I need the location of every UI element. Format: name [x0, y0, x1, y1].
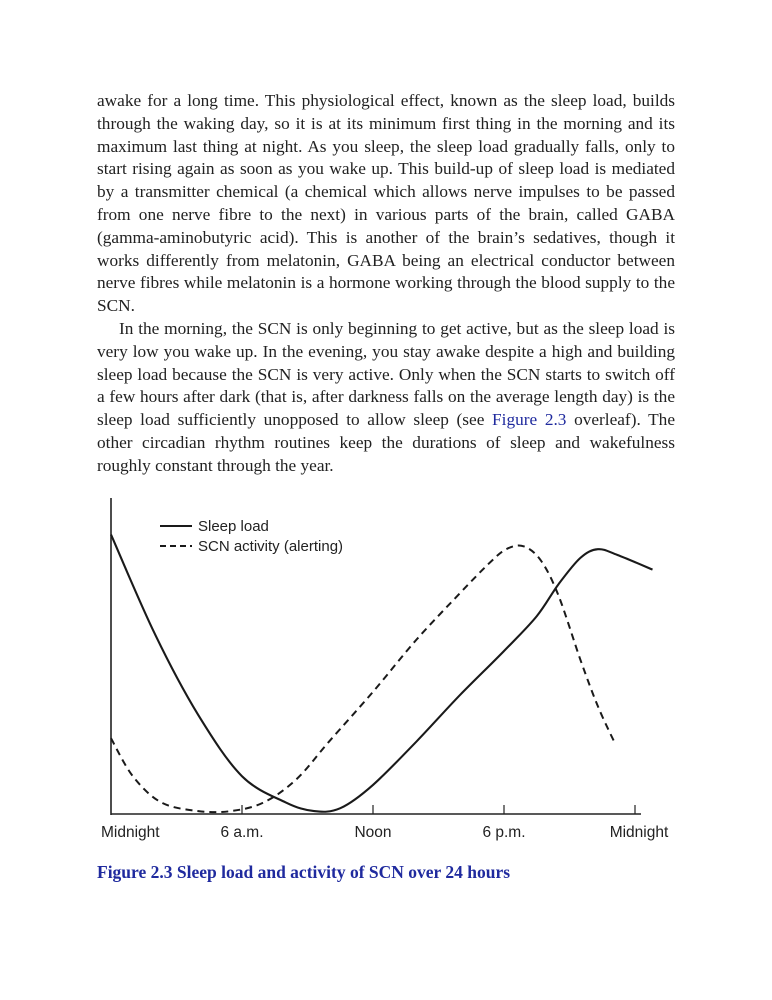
- scn-activity-line: [111, 545, 615, 812]
- x-tick-label: Noon: [354, 824, 392, 841]
- figure-caption: Figure 2.3 Sleep load and activity of SCN over 24 hours: [97, 862, 511, 882]
- paragraph-2-text-end: overleaf). The other circadian rhythm routines keep the durations of sleep and wakefulness roughly constant through the year.: [97, 410, 675, 475]
- chart-series: [111, 535, 653, 813]
- body-text: [97, 90, 675, 478]
- chart-legend: [160, 518, 343, 555]
- figure-2-3-link[interactable]: Figure 2.3: [492, 410, 567, 430]
- legend-label: Sleep load: [198, 518, 269, 535]
- paragraph-2: [97, 318, 675, 478]
- x-tick-label: 6 p.m.: [482, 824, 526, 841]
- sleep-load-line: [111, 535, 653, 812]
- x-tick-label: Midnight: [609, 824, 669, 841]
- paragraph-1: awake for a long time. This physiological effect, known as the sleep load, builds through the waking day, so it is at its minimum first thing in the morning and its maximum last thing at night. As you sleep, the sleep load gradually falls, only to start rising again as soon as you wake up. This build-up of sleep load is mediated by a transmitter chemical (a chemical which allows nerve impulses to be passed from one nerve fibre to the next) in various parts of the brain, called GABA (gamma-aminobutyric acid). This is another of the brain’s sedatives, though it works differently from melatonin, GABA being an electrical conductor between nerve fibres while melatonin is a hormone working through the blood supply to the SCN.: [97, 91, 675, 316]
- x-tick-label: Midnight: [101, 824, 160, 841]
- x-tick-label: 6 a.m.: [220, 824, 264, 841]
- sleep-load-chart: [0, 490, 772, 860]
- legend-label: SCN activity (alerting): [198, 538, 344, 555]
- paragraph-2-text-start: In the morning, the SCN is only beginning to get active, but as the sleep load is very low you wake up. In the evening, you stay awake despite a high and building sleep load because the SCN is very active. Only when the SCN starts to switch off a few hours after dark (that is, after darkness falls on the average length day) is the sleep load sufficiently unopposed to allow sleep (see: [97, 318, 675, 430]
